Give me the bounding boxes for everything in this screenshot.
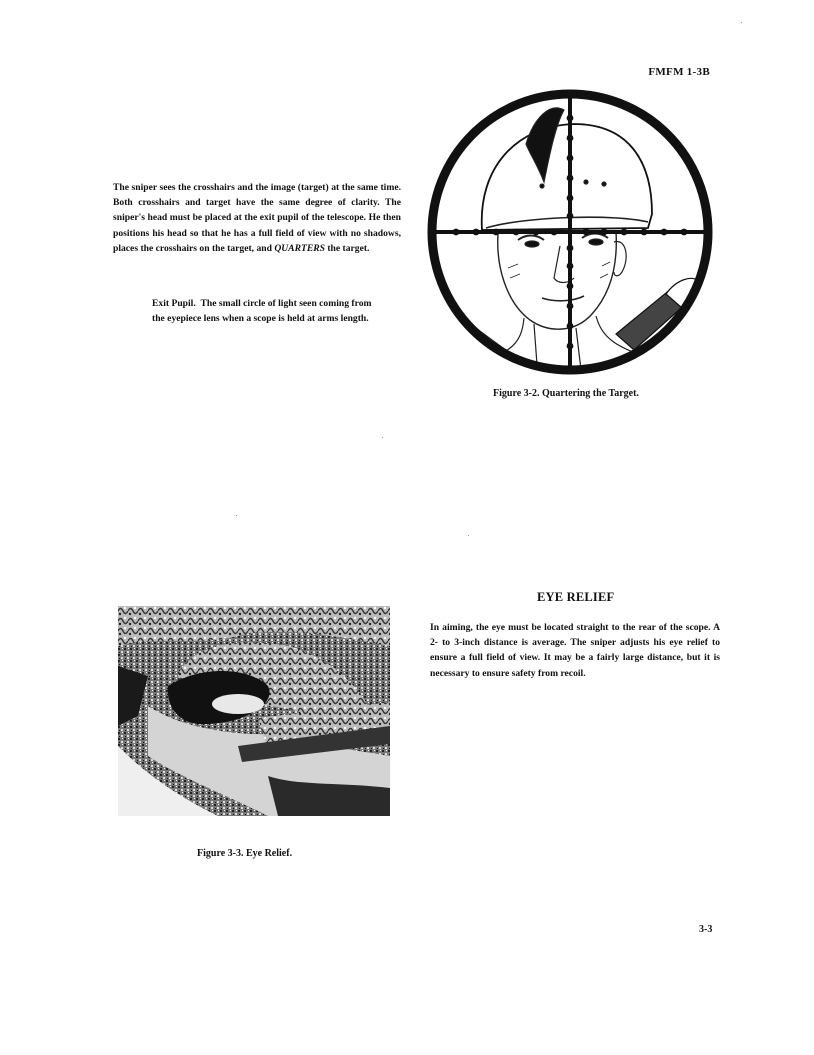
scan-speck — [741, 22, 742, 23]
scope-reticle-illustration — [426, 88, 716, 378]
document-id-header: FMFM 1-3B — [648, 66, 710, 78]
figure-3-2-caption: Figure 3-2. Quartering the Target. — [493, 388, 639, 399]
exit-pupil-definition — [152, 296, 372, 326]
eye-relief-heading: EYE RELIEF — [537, 590, 615, 604]
eye-relief-paragraph: In aiming, the eye must be located straight to the rear of the scope. A 2- to 3-inch distance is average. The sniper adjusts his eye relief to ensure a full field of view. It may be a fairly large distance, but it is necessary to ensure safety from recoil. — [430, 622, 720, 679]
eye-relief-photo — [118, 606, 390, 816]
scan-speck — [468, 535, 469, 536]
figure-3-3-caption: Figure 3-3. Eye Relief. — [197, 848, 293, 859]
scan-speck — [236, 515, 237, 516]
paragraph-text-start: The sniper sees the crosshairs and the image (target) at the same time. Both crosshairs and target have the same degree of clarity. The sniper's head must be placed at the exit pupil of the telescope. He then positions his head so that he has a full field of view with no shadows, places the crosshairs on the target, and — [113, 182, 401, 254]
paragraph-text-end: the target. — [324, 242, 370, 254]
definition-text: The small circle of light seen coming from the eyepiece lens when a scope is held at arms length. — [152, 298, 372, 324]
definition-term: Exit Pupil. — [152, 298, 196, 309]
quarters-emphasis: QUARTERS — [274, 242, 325, 254]
page-number: 3-3 — [699, 924, 713, 935]
crosshairs-paragraph — [113, 180, 401, 256]
scan-speck — [382, 437, 383, 438]
